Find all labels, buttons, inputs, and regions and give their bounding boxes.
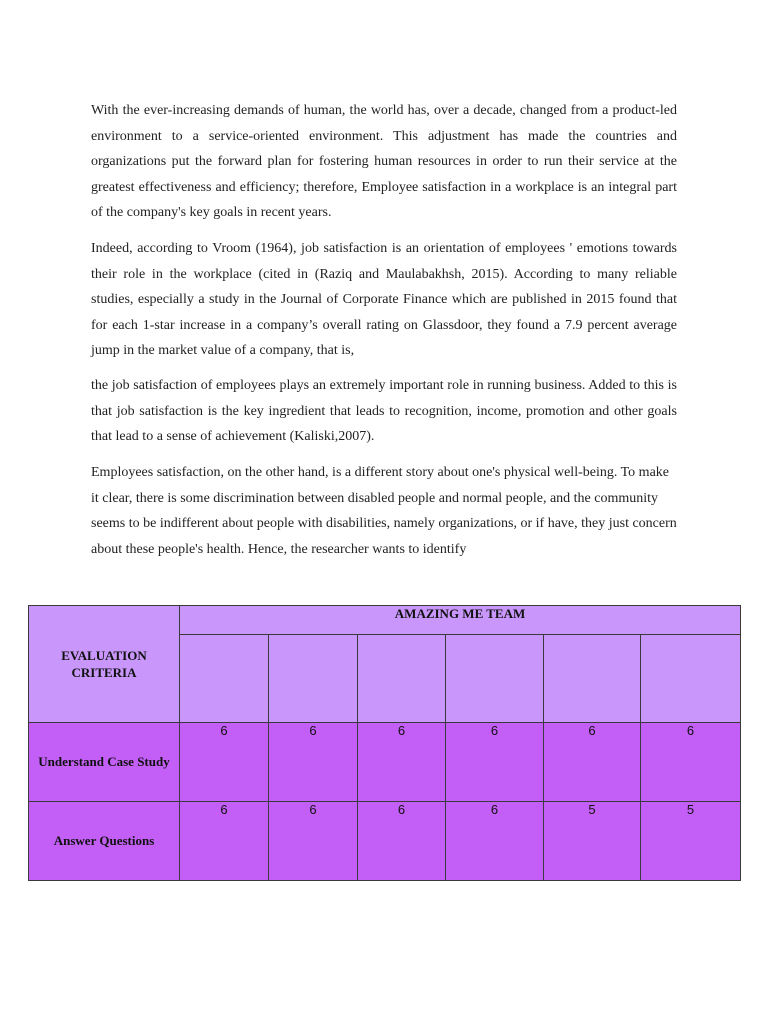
score-cell: 5 bbox=[641, 802, 741, 881]
paragraph-1: With the ever-increasing demands of human, the world has, over a decade, changed from a product-led environment to a service-oriented environment. This adjustment has made the countries and organizations put the forward plan for fostering human resources in order to run their service at the greatest effectiveness and efficiency; therefore, Employee satisfaction in a workplace is an integral part of the company's key goals in recent years. bbox=[91, 103, 677, 220]
evaluation-table bbox=[28, 605, 741, 881]
score-cell: 6 bbox=[358, 723, 446, 802]
evaluation-criteria-header: EVALUATION CRITERIA bbox=[29, 606, 180, 723]
score-cell: 6 bbox=[358, 802, 446, 881]
score-cell: 6 bbox=[269, 802, 358, 881]
score-cell: 6 bbox=[180, 723, 269, 802]
member-header-cell bbox=[446, 635, 544, 723]
paragraph-3: the job satisfaction of employees plays an extremely important role in running business. Added to this is that job satisfaction is the key ingredient that leads to recognition, income, promotion and other goals that lead to a sense of achievement (Kaliski,2007). bbox=[91, 378, 677, 444]
member-header-cell bbox=[641, 635, 741, 723]
score-cell: 6 bbox=[180, 802, 269, 881]
score-cell: 6 bbox=[446, 723, 544, 802]
member-header-cell bbox=[544, 635, 641, 723]
member-header-cell bbox=[269, 635, 358, 723]
criteria-label: Answer Questions bbox=[29, 802, 180, 881]
paragraph-4: Employees satisfaction, on the other hand, is a different story about one's physical well-being. To make it clear, there is some discrimination between disabled people and normal people, and the community seems to be indifferent about people with disabilities, namely organizations, or if have, they just concern about these people's health. Hence, the researcher wants to identify bbox=[91, 465, 677, 557]
score-cell: 6 bbox=[446, 802, 544, 881]
score-cell: 6 bbox=[641, 723, 741, 802]
member-header-cell bbox=[180, 635, 269, 723]
member-header-cell bbox=[358, 635, 446, 723]
table-row bbox=[29, 723, 741, 802]
score-cell: 6 bbox=[269, 723, 358, 802]
team-name-header: AMAZING ME TEAM bbox=[180, 606, 741, 635]
score-cell: 6 bbox=[544, 723, 641, 802]
paragraph-2: Indeed, according to Vroom (1964), job satisfaction is an orientation of employees ' emotions towards their role in the workplace (cited in (Raziq and Maulabakhsh, 2015). According to many reliable studies, especially a study in the Journal of Corporate Finance which are published in 2015 found that for each 1-star increase in a company’s overall rating on Glassdoor, they found a 7.9 percent average jump in the market value of a company, that is, bbox=[91, 241, 677, 358]
score-cell: 5 bbox=[544, 802, 641, 881]
table-header-row bbox=[29, 606, 741, 635]
criteria-label: Understand Case Study bbox=[29, 723, 180, 802]
table-row bbox=[29, 802, 741, 881]
